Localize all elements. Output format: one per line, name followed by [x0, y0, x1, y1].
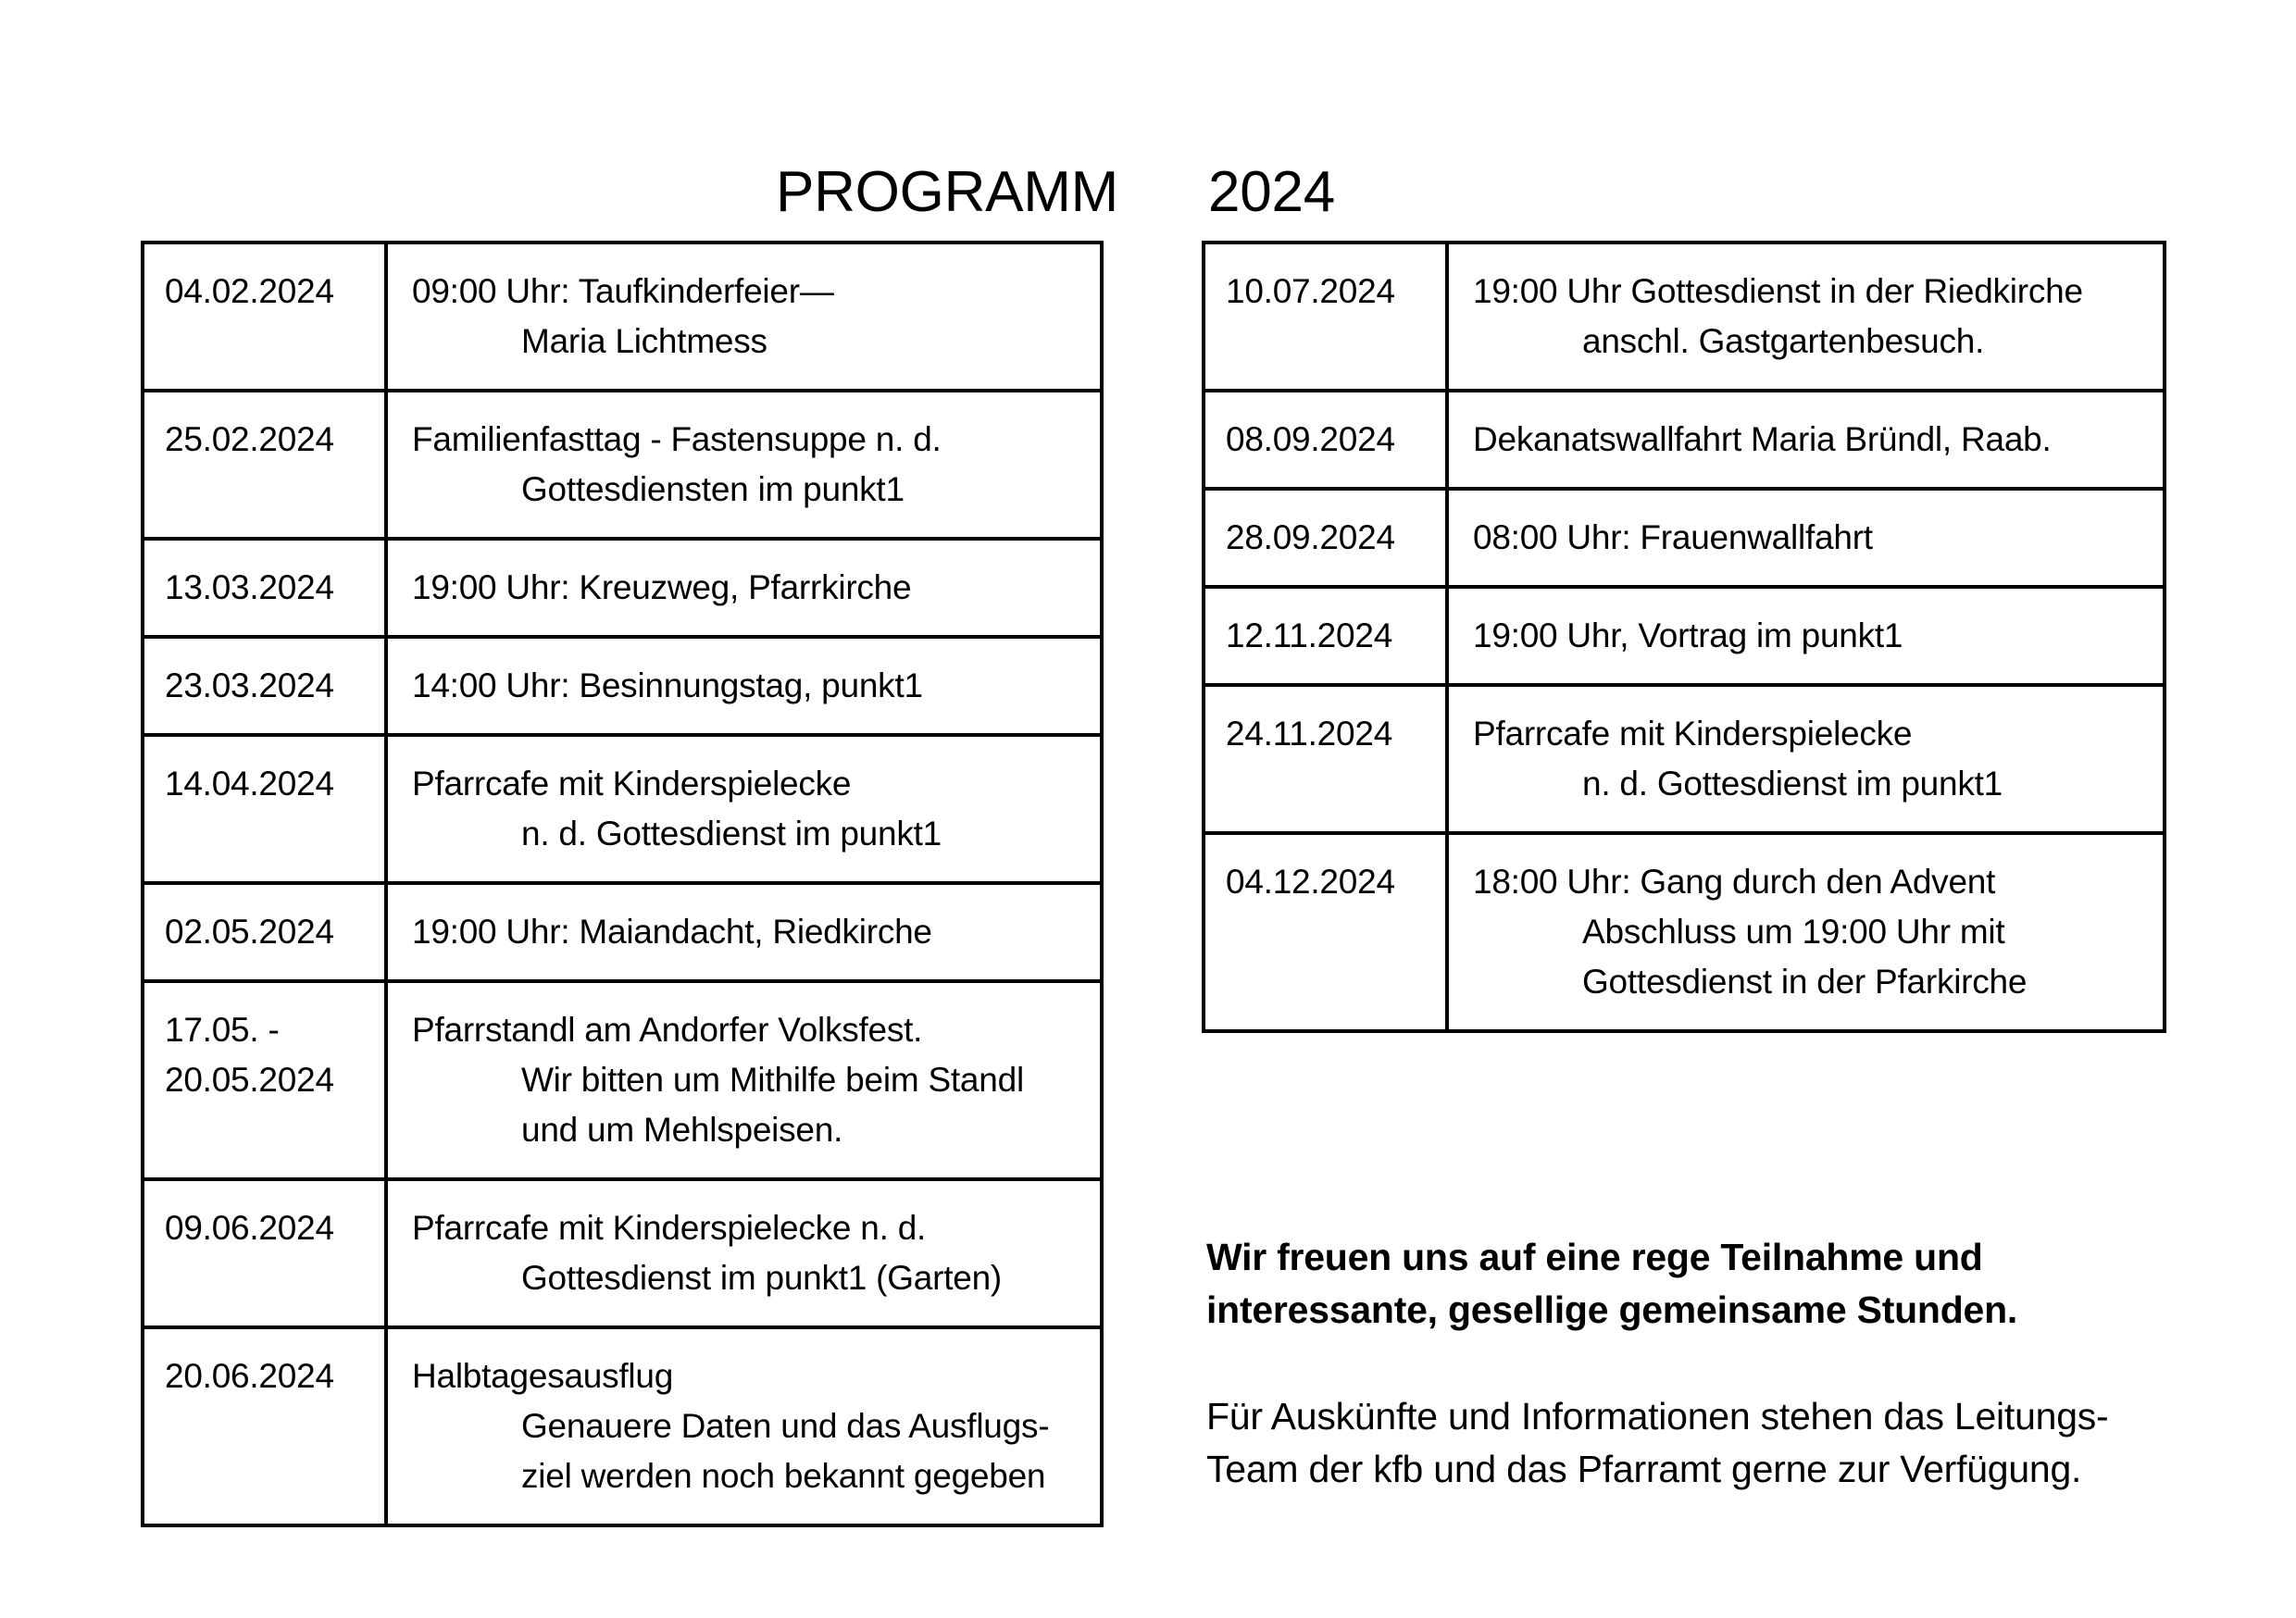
- date-line: 04.12.2024: [1226, 863, 1395, 901]
- table-row: [144, 389, 1100, 537]
- date-line: 23.03.2024: [165, 666, 334, 704]
- date-cell: [1205, 687, 1449, 831]
- date-cell: [144, 639, 388, 733]
- date-cell: [1205, 244, 1449, 389]
- date-line: 12.11.2024: [1226, 616, 1393, 654]
- event-cell: [388, 639, 1100, 733]
- event-cell: [388, 1329, 1100, 1524]
- date-cell: [144, 392, 388, 537]
- event-line: 14:00 Uhr: Besinnungstag, punkt1: [412, 666, 923, 704]
- event-line: Wir bitten um Mithilfe beim Standl: [521, 1061, 1024, 1099]
- note-line: Wir freuen uns auf eine rege Teilnahme und: [1206, 1236, 1983, 1278]
- event-cell: [388, 1181, 1100, 1326]
- table-row: [1205, 683, 2163, 831]
- table-row: [144, 881, 1100, 979]
- event-line: 09:00 Uhr: Taufkinderfeier—: [412, 272, 834, 310]
- event-line: n. d. Gottesdienst im punkt1: [1582, 765, 2003, 803]
- event-line: 19:00 Uhr, Vortrag im punkt1: [1473, 616, 1903, 654]
- event-line: Familienfasttag - Fastensuppe n. d.: [412, 420, 942, 458]
- date-cell: [144, 244, 388, 389]
- event-line: Gottesdienst im punkt1 (Garten): [521, 1259, 1003, 1297]
- event-cell: [1449, 392, 2163, 487]
- note-line: interessante, gesellige gemeinsame Stunden.: [1206, 1288, 2018, 1331]
- date-line: 08.09.2024: [1226, 420, 1395, 458]
- date-line: 20.06.2024: [165, 1357, 334, 1395]
- event-cell: [388, 885, 1100, 979]
- date-cell: [144, 1329, 388, 1524]
- event-line: Pfarrstandl am Andorfer Volksfest.: [412, 1011, 923, 1049]
- event-cell: [1449, 244, 2163, 389]
- date-line: 24.11.2024: [1226, 715, 1393, 753]
- date-line: 25.02.2024: [165, 420, 334, 458]
- event-line: 19:00 Uhr Gottesdienst in der Riedkirche: [1473, 272, 2083, 310]
- table-row: [144, 635, 1100, 733]
- event-line: Genauere Daten und das Ausflugs-: [521, 1407, 1050, 1445]
- table-row: [1205, 585, 2163, 683]
- event-line: Pfarrcafe mit Kinderspielecke n. d.: [412, 1209, 927, 1247]
- date-line: 09.06.2024: [165, 1209, 334, 1247]
- note-line: Team der kfb und das Pfarramt gerne zur Verfügung.: [1206, 1448, 2082, 1490]
- date-line: 28.09.2024: [1226, 518, 1395, 556]
- event-line: Pfarrcafe mit Kinderspielecke: [412, 765, 852, 803]
- program-table-first-half: [141, 241, 1104, 1527]
- event-cell: [1449, 835, 2163, 1029]
- table-row: [1205, 244, 2163, 389]
- date-cell: [144, 1181, 388, 1326]
- contact-info-note: [1206, 1390, 2108, 1496]
- event-cell: [388, 392, 1100, 537]
- event-line: ziel werden noch bekannt gegeben: [521, 1457, 1046, 1495]
- event-line: Gottesdienst in der Pfarkirche: [1582, 963, 2028, 1001]
- table-row: [144, 733, 1100, 881]
- page-title-year: 2024: [1208, 160, 1335, 224]
- date-line: 17.05. -: [165, 1011, 280, 1049]
- event-line: 19:00 Uhr: Kreuzweg, Pfarrkirche: [412, 568, 912, 606]
- date-line: 13.03.2024: [165, 568, 334, 606]
- event-line: Abschluss um 19:00 Uhr mit: [1582, 913, 2005, 951]
- event-cell: [388, 244, 1100, 389]
- note-line: Für Auskünfte und Informationen stehen das Leitungs-: [1206, 1395, 2109, 1438]
- date-line: 14.04.2024: [165, 765, 334, 803]
- date-line: 20.05.2024: [165, 1061, 334, 1099]
- event-line: Dekanatswallfahrt Maria Bründl, Raab.: [1473, 420, 2052, 458]
- event-cell: [388, 737, 1100, 881]
- date-cell: [144, 885, 388, 979]
- event-line: 19:00 Uhr: Maiandacht, Riedkirche: [412, 913, 932, 951]
- event-line: 18:00 Uhr: Gang durch den Advent: [1473, 863, 1996, 901]
- program-table-second-half: [1202, 241, 2166, 1033]
- date-line: 10.07.2024: [1226, 272, 1395, 310]
- table-row: [144, 244, 1100, 389]
- date-cell: [1205, 491, 1449, 585]
- event-cell: [1449, 687, 2163, 831]
- date-cell: [1205, 835, 1449, 1029]
- table-row: [144, 979, 1100, 1177]
- event-line: 08:00 Uhr: Frauenwallfahrt: [1473, 518, 1873, 556]
- event-cell: [388, 541, 1100, 635]
- date-cell: [144, 983, 388, 1177]
- event-line: Halbtagesausflug: [412, 1357, 674, 1395]
- table-row: [1205, 487, 2163, 585]
- table-row: [1205, 389, 2163, 487]
- event-line: Gottesdiensten im punkt1: [521, 470, 905, 508]
- page-title: PROGRAMM: [776, 160, 1119, 224]
- event-line: n. d. Gottesdienst im punkt1: [521, 815, 942, 853]
- date-cell: [144, 737, 388, 881]
- date-line: 04.02.2024: [165, 272, 334, 310]
- event-line: Pfarrcafe mit Kinderspielecke: [1473, 715, 1913, 753]
- event-line: und um Mehlspeisen.: [521, 1111, 843, 1149]
- event-line: anschl. Gastgartenbesuch.: [1582, 322, 1985, 360]
- date-line: 02.05.2024: [165, 913, 334, 951]
- date-cell: [144, 541, 388, 635]
- table-row: [144, 1326, 1100, 1524]
- table-row: [144, 1177, 1100, 1326]
- closing-note-bold: [1206, 1231, 2017, 1337]
- date-cell: [1205, 392, 1449, 487]
- event-cell: [1449, 491, 2163, 585]
- event-cell: [388, 983, 1100, 1177]
- date-cell: [1205, 589, 1449, 683]
- event-line: Maria Lichtmess: [521, 322, 767, 360]
- table-row: [144, 537, 1100, 635]
- event-cell: [1449, 589, 2163, 683]
- table-row: [1205, 831, 2163, 1029]
